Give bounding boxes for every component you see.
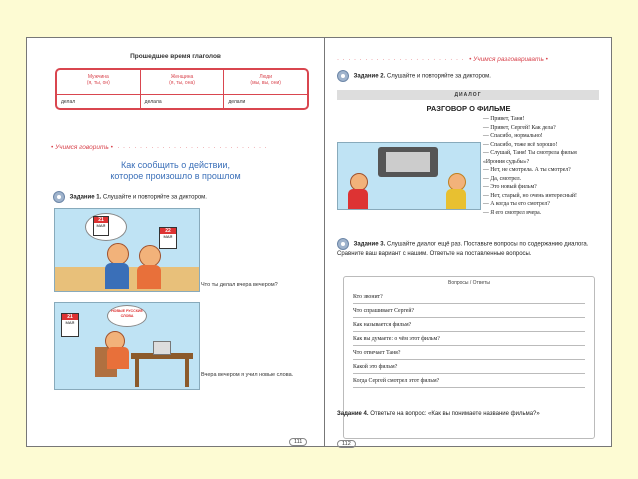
calendar-icon: 21 МАЯ: [93, 216, 109, 236]
header-cell: Женщина (я, ты, она): [141, 70, 225, 94]
question-line[interactable]: Как вы думаете: о чём этот фильм?: [353, 336, 585, 346]
desk-leg: [185, 359, 189, 387]
question-line[interactable]: Кто звонит?: [353, 294, 585, 304]
illustration-boy-studying: [54, 302, 200, 390]
dialog-line: — Нет, старый, но очень интересный!: [483, 192, 577, 199]
dialog-line: — Спасибо, нормально!: [483, 133, 543, 139]
dialog-line: — Привет, Таня!: [483, 116, 525, 122]
caption-answer: Вчера вечером я учил новые слова.: [201, 372, 294, 378]
task1: Задание 1. Слушайте и повторяйте за диктором.: [53, 191, 207, 203]
boy-body: [348, 189, 368, 209]
table-row: [57, 95, 307, 109]
dialog-title: РАЗГОВОР О ФИЛЬМЕ: [426, 104, 511, 113]
boy-head: [139, 245, 161, 267]
questions-title: Вопросы / Ответы: [448, 280, 490, 286]
section-dots: · · · · · · · · · · · · · · · · · · · · · · ·: [337, 57, 465, 63]
illustration-boys-talking: [54, 208, 200, 292]
audio-disc-icon[interactable]: [337, 238, 349, 250]
task4: Задание 4. Ответьте на вопрос: «Как вы понимаете название фильма?»: [337, 411, 540, 417]
book-spread: [26, 37, 612, 447]
table-cell: делали: [228, 99, 246, 105]
dialog-line: — Да, смотрел.: [483, 175, 522, 182]
table-header: [57, 70, 307, 95]
dialog-line: — Это новый фильм?: [483, 184, 537, 190]
page-number-right: 112: [337, 432, 356, 450]
question-line[interactable]: Что спрашивает Сергей?: [353, 308, 585, 318]
question-line[interactable]: Что отвечает Таня?: [353, 350, 585, 360]
section-title: • Учимся говорить •: [51, 144, 113, 151]
past-tense-table: [55, 68, 309, 110]
header-cell: Мужчина (я, ты, он): [57, 70, 141, 94]
dialog-line: — Привет, Сергей! Как дела?: [483, 124, 556, 131]
dialog-label: ДИАЛОГ: [337, 90, 599, 100]
table-cell: делал: [57, 95, 141, 109]
laptop: [153, 341, 171, 355]
table-cell: делала: [141, 95, 225, 109]
girl-body: [446, 189, 466, 209]
question-line[interactable]: Как называется фильм?: [353, 322, 585, 332]
section-header-right: [337, 48, 609, 66]
audio-disc-icon[interactable]: [337, 70, 349, 82]
boy-body: [105, 263, 129, 289]
calendar-icon: 21 МАЯ: [61, 313, 79, 337]
desk-leg: [135, 359, 139, 387]
dialog-text: [483, 115, 611, 217]
table-title: Прошедшее время глаголов: [130, 53, 221, 60]
dialog-line: — Слушай, Таня! Ты смотрела фильм: [483, 150, 577, 156]
dialog-line: — А когда ты его смотрел?: [483, 201, 550, 207]
illustration-phone-call: [337, 142, 481, 210]
question-line[interactable]: Какой это фильм?: [353, 364, 585, 374]
caption-question: Что ты делал вчера вечером?: [201, 282, 278, 288]
thought-bubble: НОВЫЕ РУССКИЕ СЛОВА: [107, 305, 147, 327]
boy-head: [107, 243, 129, 265]
boy-body: [107, 347, 129, 369]
page-number-left: 111: [289, 430, 307, 448]
dialog-line: «Ирония судьбы»?: [483, 158, 530, 165]
question-line[interactable]: Когда Сергей смотрел этот фильм?: [353, 378, 585, 388]
right-page: [325, 38, 612, 446]
audio-disc-icon[interactable]: [53, 191, 65, 203]
calendar-icon: 22 МАЯ: [159, 227, 177, 249]
left-page: [27, 38, 324, 446]
task3: Задание 3. Слушайте диалог ещё раз. Поставьте вопросы по содержанию диалога. Сравните ваш вариант с нашим. Ответьте на поставленные вопросы.: [337, 238, 601, 258]
lesson-title: Как сообщить о действии, которое произошло в прошлом: [110, 160, 241, 181]
section-title: • Учимся разговаривать •: [469, 56, 548, 63]
header-cell: Люди (мы, вы, они): [250, 74, 281, 86]
section-header-left: [51, 136, 321, 154]
dialog-line: — Нет, не смотрела. А ты смотрел?: [483, 167, 571, 173]
boy-body: [137, 265, 161, 289]
film-frame: [386, 152, 430, 172]
section-dots: · · · · · · · · · · · · · · · · · · · · · · · · · · ·: [117, 145, 268, 151]
dialog-line: — Я его смотрел вчера.: [483, 209, 542, 216]
task2: Задание 2. Слушайте и повторяйте за диктором.: [337, 70, 491, 82]
dialog-line: — Спасибо, тоже всё хорошо!: [483, 141, 558, 148]
